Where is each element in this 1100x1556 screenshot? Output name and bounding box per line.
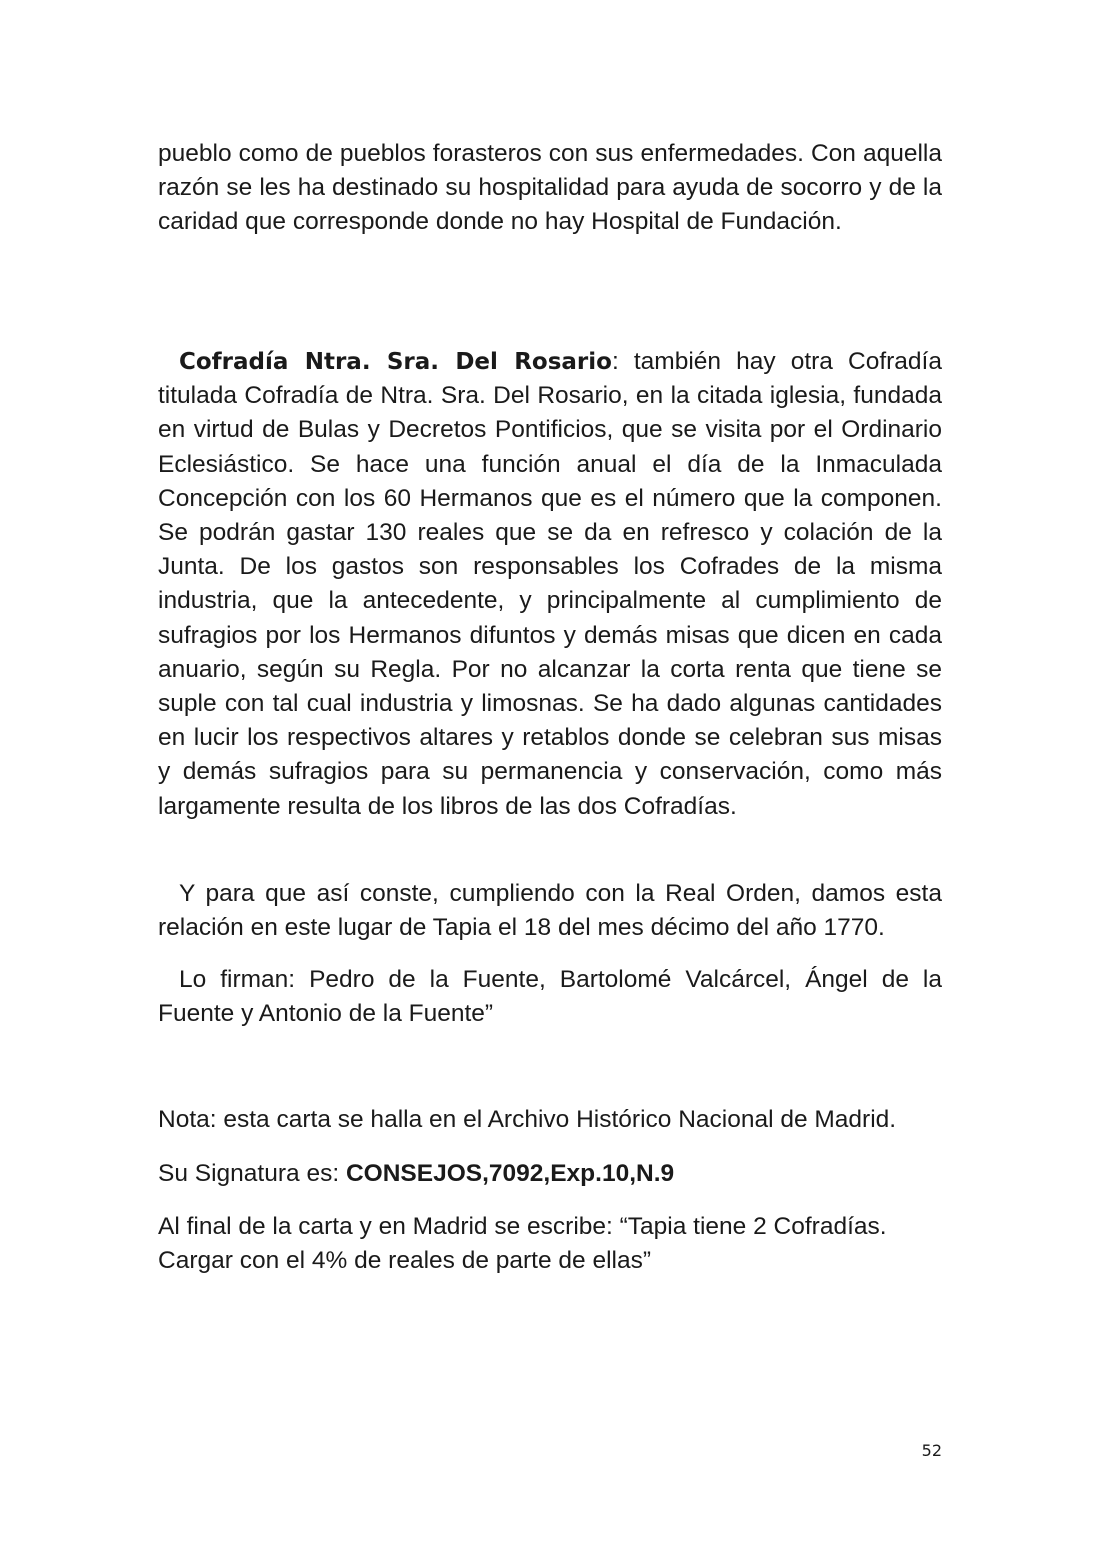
paragraph-final-note: Al final de la carta y en Madrid se escribe: “Tapia tiene 2 Cofradías. Cargar con el 4% de reales de parte de ellas” <box>158 1213 887 1275</box>
paragraph-hospital-continuation: pueblo como de pueblos forasteros con sus enfermedades. Con aquella razón se les ha destinado su hospitalidad para ayuda de socorro y de la caridad que corresponde donde no hay Hospital de Fundación. <box>158 140 942 236</box>
paragraph-cofradia-rosario <box>158 345 942 824</box>
paragraph-conclusion: Y para que así conste, cumpliendo con la Real Orden, damos esta relación en este lugar de Tapia el 18 del mes décimo del año 1770. <box>158 880 942 942</box>
paragraph-nota: Nota: esta carta se halla en el Archivo Histórico Nacional de Madrid. <box>158 1106 897 1133</box>
paragraph-signatories: Lo firman: Pedro de la Fuente, Bartolomé Valcárcel, Ángel de la Fuente y Antonio de la Fuente” <box>158 966 942 1028</box>
paragraph-signatura <box>158 1157 942 1191</box>
page-number: 52 <box>921 1441 942 1460</box>
signatura-value: CONSEJOS,7092,Exp.10,N.9 <box>345 1160 675 1187</box>
cofradia-rosario-body: : también hay otra Cofradía titulada Cofradía de Ntra. Sra. Del Rosario, en la citada iglesia, fundada en virtud de Bulas y Decretos Pontificios, que se visita por el Ordinario Eclesiástico. Se hace una función anual el día de la Inmaculada Concepción con los 60 Hermanos que es el número que la componen. Se podrán gastar 130 reales que se da en refresco y colación de la Junta. De los gastos son responsables los Cofrades de la misma industria, que la antecedente, y principalmente al cumplimiento de sufragios por los Hermanos difuntos y demás misas que dicen en cada anuario, según su Regla. Por no alcanzar la corta renta que tiene se suple con tal cual industria y limosnas. Se ha dado algunas cantidades en lucir los respectivos altares y retablos donde se celebran sus misas y demás sufragios para su permanencia y conservación, como más largamente resulta de los libros de las dos Cofradías. <box>158 348 942 820</box>
cofradia-rosario-heading: Cofradía Ntra. Sra. Del Rosario <box>179 349 612 375</box>
signatura-label: Su Signatura es: <box>158 1160 346 1187</box>
